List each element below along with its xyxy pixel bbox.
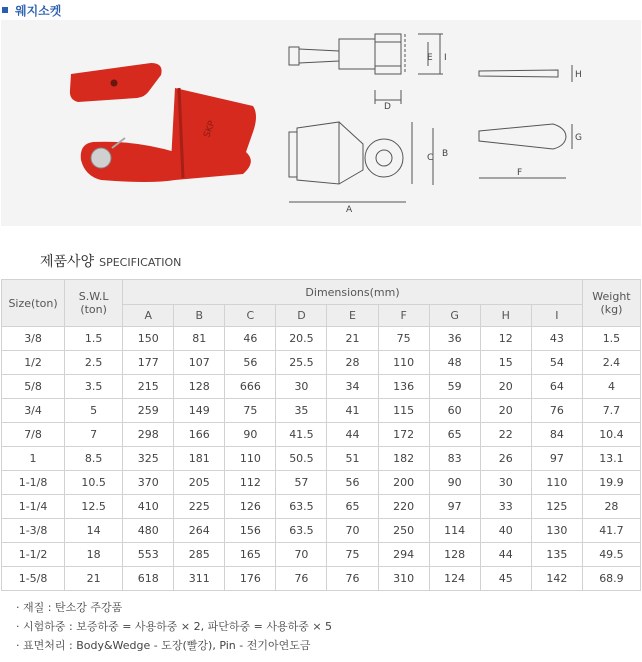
table-cell: 81 xyxy=(174,327,225,351)
table-cell: 8.5 xyxy=(65,447,123,471)
table-cell: 110 xyxy=(378,351,429,375)
table-cell: 75 xyxy=(378,327,429,351)
header-dim: F xyxy=(378,305,429,327)
table-cell: 294 xyxy=(378,543,429,567)
table-cell: 63.5 xyxy=(276,495,327,519)
table-row xyxy=(2,327,641,351)
table-cell: 40 xyxy=(480,519,531,543)
table-cell: 75 xyxy=(327,543,378,567)
spec-title-ko: 제품사양 xyxy=(40,254,95,270)
table-row xyxy=(2,423,641,447)
table-cell: 13.1 xyxy=(582,447,640,471)
table-cell: 205 xyxy=(174,471,225,495)
table-cell: 56 xyxy=(327,471,378,495)
table-cell: 56 xyxy=(225,351,276,375)
table-cell: 10.4 xyxy=(582,423,640,447)
table-cell: 220 xyxy=(378,495,429,519)
table-cell: 64 xyxy=(531,375,582,399)
table-cell: 149 xyxy=(174,399,225,423)
table-cell: 128 xyxy=(174,375,225,399)
table-cell: 130 xyxy=(531,519,582,543)
label-c: C xyxy=(427,153,434,163)
notes-list xyxy=(16,598,332,655)
product-figure xyxy=(1,20,641,226)
label-a: A xyxy=(346,205,353,215)
wedge-edge-drawing xyxy=(479,65,572,82)
header-dim: H xyxy=(480,305,531,327)
header-dim: D xyxy=(276,305,327,327)
table-cell: 114 xyxy=(429,519,480,543)
note-item: · 재질 : 탄소강 주강품 xyxy=(16,601,123,614)
table-cell: 44 xyxy=(327,423,378,447)
table-cell: 410 xyxy=(123,495,174,519)
table-row xyxy=(2,471,641,495)
table-cell: 63.5 xyxy=(276,519,327,543)
table-cell: 1.5 xyxy=(65,327,123,351)
table-cell: 165 xyxy=(225,543,276,567)
table-cell: 36 xyxy=(429,327,480,351)
header-dim: C xyxy=(225,305,276,327)
table-cell: 65 xyxy=(327,495,378,519)
table-cell: 172 xyxy=(378,423,429,447)
table-row xyxy=(2,495,641,519)
label-i: I xyxy=(444,53,447,63)
wedge-hole xyxy=(111,80,118,87)
label-h: H xyxy=(575,70,582,80)
header-row-1 xyxy=(2,280,641,305)
header-weight-line2: (kg) xyxy=(600,303,623,316)
table-cell: 76 xyxy=(531,399,582,423)
table-cell: 115 xyxy=(378,399,429,423)
table-cell: 35 xyxy=(276,399,327,423)
table-cell: 107 xyxy=(174,351,225,375)
spec-title-en: SPECIFICATION xyxy=(99,256,182,269)
table-cell: 59 xyxy=(429,375,480,399)
table-cell: 176 xyxy=(225,567,276,591)
table-cell: 90 xyxy=(429,471,480,495)
header-weight-line1: Weight xyxy=(592,290,631,303)
table-cell: 57 xyxy=(276,471,327,495)
table-cell: 30 xyxy=(276,375,327,399)
header-dim: B xyxy=(174,305,225,327)
wedge-plan-drawing xyxy=(479,124,572,178)
header-swl xyxy=(65,280,123,327)
table-cell: 618 xyxy=(123,567,174,591)
top-view-drawing xyxy=(289,34,443,104)
table-cell: 1-1/8 xyxy=(2,471,65,495)
table-cell: 2.5 xyxy=(65,351,123,375)
table-cell: 5 xyxy=(65,399,123,423)
table-row xyxy=(2,447,641,471)
header-swl-line1: S.W.L xyxy=(78,290,109,303)
table-cell: 225 xyxy=(174,495,225,519)
table-cell: 7/8 xyxy=(2,423,65,447)
table-cell: 2.4 xyxy=(582,351,640,375)
table-cell: 311 xyxy=(174,567,225,591)
table-cell: 4 xyxy=(582,375,640,399)
table-cell: 50.5 xyxy=(276,447,327,471)
table-cell: 84 xyxy=(531,423,582,447)
label-e: E xyxy=(427,53,433,63)
page-title-row xyxy=(2,2,61,18)
table-cell: 49.5 xyxy=(582,543,640,567)
header-swl-line2: (ton) xyxy=(80,303,107,316)
table-cell: 20 xyxy=(480,375,531,399)
table-cell: 1-1/2 xyxy=(2,543,65,567)
table-cell: 28 xyxy=(327,351,378,375)
label-d: D xyxy=(384,102,391,112)
table-row xyxy=(2,351,641,375)
table-cell: 75 xyxy=(225,399,276,423)
label-f: F xyxy=(517,168,523,178)
table-row xyxy=(2,567,641,591)
table-cell: 30 xyxy=(480,471,531,495)
table-cell: 54 xyxy=(531,351,582,375)
header-dim: A xyxy=(123,305,174,327)
table-cell: 370 xyxy=(123,471,174,495)
header-size: Size(ton) xyxy=(2,280,65,327)
table-cell: 15 xyxy=(480,351,531,375)
table-cell: 90 xyxy=(225,423,276,447)
table-cell: 135 xyxy=(531,543,582,567)
table-cell: 28 xyxy=(582,495,640,519)
table-cell: 128 xyxy=(429,543,480,567)
table-cell: 60 xyxy=(429,399,480,423)
table-cell: 259 xyxy=(123,399,174,423)
header-dimensions: Dimensions(mm) xyxy=(123,280,583,305)
header-weight xyxy=(582,280,640,327)
spec-table-body xyxy=(2,327,641,591)
table-cell: 18 xyxy=(65,543,123,567)
title-bullet-icon xyxy=(2,7,8,13)
table-cell: 166 xyxy=(174,423,225,447)
table-cell: 666 xyxy=(225,375,276,399)
table-cell: 26 xyxy=(480,447,531,471)
table-cell: 285 xyxy=(174,543,225,567)
table-cell: 70 xyxy=(276,543,327,567)
table-cell: 46 xyxy=(225,327,276,351)
table-row xyxy=(2,399,641,423)
table-cell: 10.5 xyxy=(65,471,123,495)
table-cell: 76 xyxy=(276,567,327,591)
table-cell: 142 xyxy=(531,567,582,591)
spec-table xyxy=(1,279,641,591)
table-cell: 21 xyxy=(327,327,378,351)
table-cell: 3.5 xyxy=(65,375,123,399)
table-cell: 22 xyxy=(480,423,531,447)
table-cell: 20.5 xyxy=(276,327,327,351)
table-cell: 110 xyxy=(531,471,582,495)
table-cell: 310 xyxy=(378,567,429,591)
table-cell: 150 xyxy=(123,327,174,351)
label-b: B xyxy=(442,149,449,159)
table-cell: 200 xyxy=(378,471,429,495)
table-cell: 45 xyxy=(480,567,531,591)
table-cell: 33 xyxy=(480,495,531,519)
table-cell: 3/8 xyxy=(2,327,65,351)
note-item: · 시험하중 : 보증하중 = 사용하중 × 2, 파단하중 = 사용하중 × 5 xyxy=(16,620,333,633)
table-cell: 48 xyxy=(429,351,480,375)
table-cell: 14 xyxy=(65,519,123,543)
header-dim: E xyxy=(327,305,378,327)
table-cell: 19.9 xyxy=(582,471,640,495)
table-cell: 21 xyxy=(65,567,123,591)
table-row xyxy=(2,519,641,543)
table-cell: 12 xyxy=(480,327,531,351)
pin-head xyxy=(91,148,111,168)
product-drawing xyxy=(1,20,641,226)
table-cell: 83 xyxy=(429,447,480,471)
table-cell: 177 xyxy=(123,351,174,375)
table-cell: 298 xyxy=(123,423,174,447)
table-cell: 125 xyxy=(531,495,582,519)
table-cell: 1 xyxy=(2,447,65,471)
spec-section-title xyxy=(40,251,181,273)
side-view-drawing xyxy=(289,122,433,202)
table-cell: 12.5 xyxy=(65,495,123,519)
table-cell: 112 xyxy=(225,471,276,495)
table-cell: 1-1/4 xyxy=(2,495,65,519)
note-item: · 표면처리 : Body&Wedge - 도장(빨강), Pin - 전기아연도금 xyxy=(16,639,311,652)
table-cell: 43 xyxy=(531,327,582,351)
table-cell: 97 xyxy=(531,447,582,471)
table-cell: 264 xyxy=(174,519,225,543)
table-cell: 1-5/8 xyxy=(2,567,65,591)
table-row xyxy=(2,375,641,399)
table-cell: 41.5 xyxy=(276,423,327,447)
header-dim: I xyxy=(531,305,582,327)
table-cell: 1.5 xyxy=(582,327,640,351)
table-cell: 325 xyxy=(123,447,174,471)
table-cell: 250 xyxy=(378,519,429,543)
header-dim: G xyxy=(429,305,480,327)
table-cell: 41 xyxy=(327,399,378,423)
table-cell: 34 xyxy=(327,375,378,399)
label-g: G xyxy=(575,133,582,143)
table-cell: 480 xyxy=(123,519,174,543)
table-cell: 124 xyxy=(429,567,480,591)
table-cell: 25.5 xyxy=(276,351,327,375)
table-cell: 76 xyxy=(327,567,378,591)
table-cell: 110 xyxy=(225,447,276,471)
table-cell: 3/4 xyxy=(2,399,65,423)
table-cell: 181 xyxy=(174,447,225,471)
table-row xyxy=(2,543,641,567)
table-cell: 44 xyxy=(480,543,531,567)
table-cell: 1-3/8 xyxy=(2,519,65,543)
table-cell: 68.9 xyxy=(582,567,640,591)
table-cell: 136 xyxy=(378,375,429,399)
page-title: 웨지소켓 xyxy=(15,3,62,18)
table-cell: 1/2 xyxy=(2,351,65,375)
table-cell: 182 xyxy=(378,447,429,471)
table-cell: 70 xyxy=(327,519,378,543)
table-cell: 156 xyxy=(225,519,276,543)
table-cell: 7.7 xyxy=(582,399,640,423)
table-cell: 51 xyxy=(327,447,378,471)
table-cell: 126 xyxy=(225,495,276,519)
table-cell: 5/8 xyxy=(2,375,65,399)
table-cell: 553 xyxy=(123,543,174,567)
table-cell: 97 xyxy=(429,495,480,519)
table-cell: 41.7 xyxy=(582,519,640,543)
table-cell: 20 xyxy=(480,399,531,423)
table-cell: 7 xyxy=(65,423,123,447)
table-cell: 215 xyxy=(123,375,174,399)
table-cell: 65 xyxy=(429,423,480,447)
casting-mark: SKP xyxy=(202,119,218,140)
